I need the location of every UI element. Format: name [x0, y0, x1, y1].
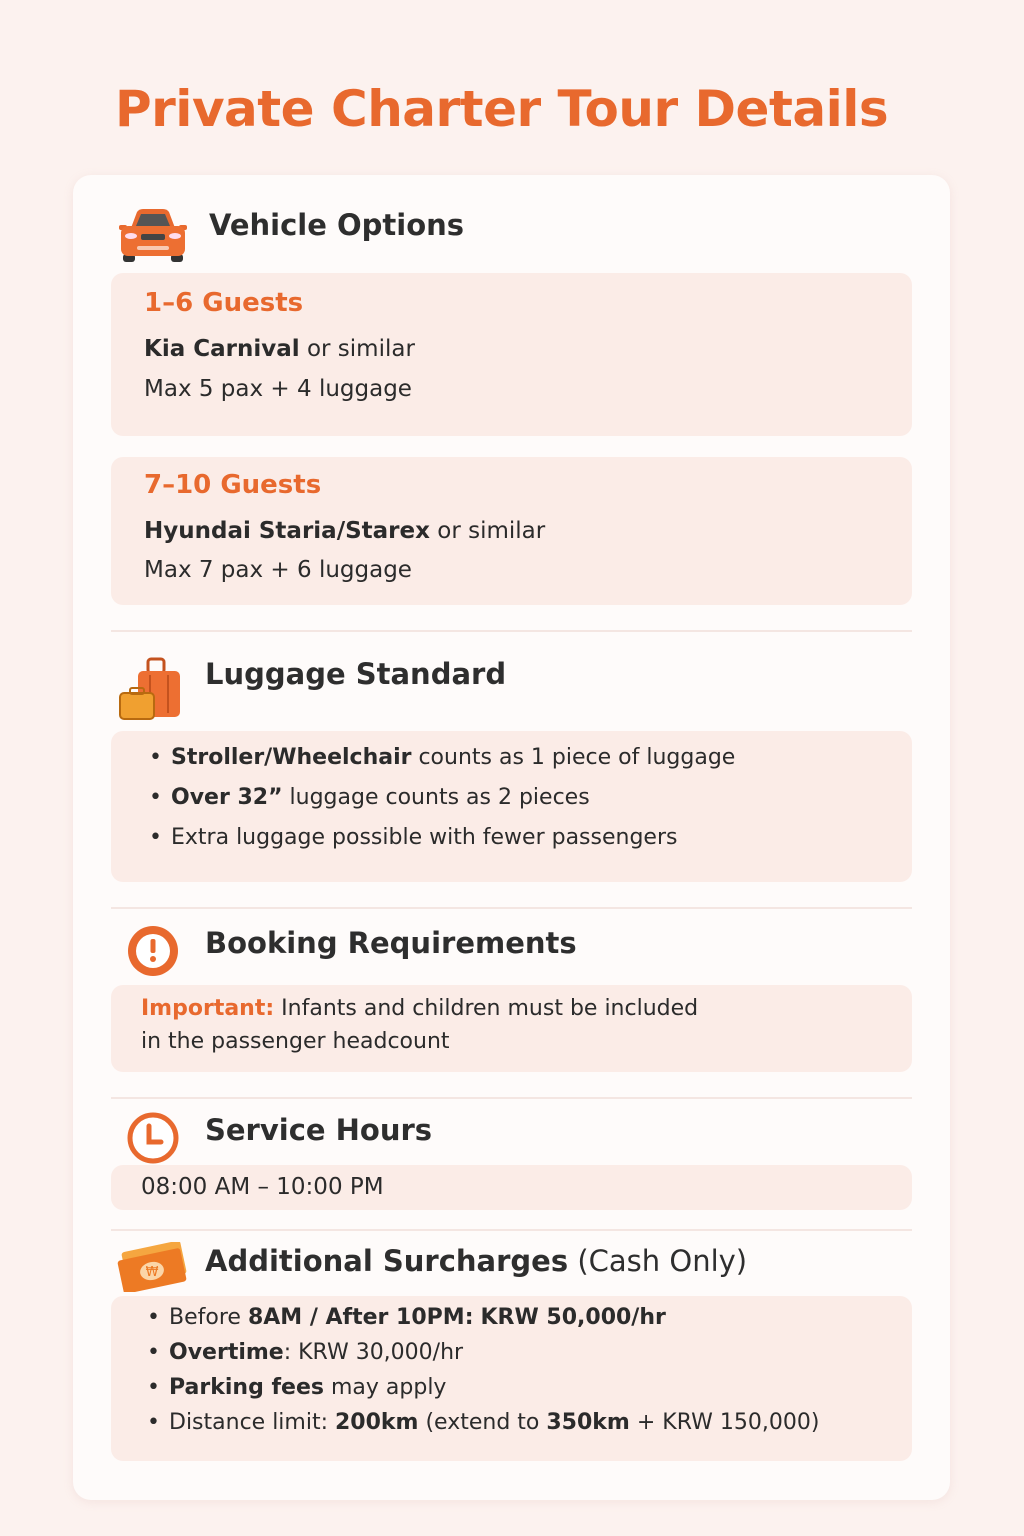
list-item: • Stroller/Wheelchair counts as 1 piece of luggage [149, 745, 735, 770]
service-hours: 08:00 AM – 10:00 PM [141, 1174, 384, 1200]
page-title: Private Charter Tour Details [115, 80, 889, 138]
divider [111, 630, 912, 632]
vehicle-capacity: Max 7 pax + 6 luggage [144, 557, 412, 583]
important-label: Important: [141, 996, 275, 1021]
vehicle-model: Kia Carnival or similar [144, 336, 415, 362]
service-heading: Service Hours [205, 1113, 433, 1147]
vehicle-option-1 [111, 273, 912, 436]
list-item: • Over 32” luggage counts as 2 pieces [149, 785, 735, 810]
warning-icon [125, 924, 181, 978]
luggage-rules [111, 731, 912, 882]
booking-note-line1: Important: Infants and children must be included [141, 996, 699, 1021]
luggage-list [149, 745, 735, 850]
surcharges-heading: Additional Surcharges (Cash Only) [205, 1244, 748, 1278]
vehicle-option-2 [111, 457, 912, 605]
luggage-icon [118, 657, 184, 721]
list-item: • Distance limit: 200km (extend to 350km + KRW 150,000) [147, 1410, 819, 1435]
vehicle-model: Hyundai Staria/Starex or similar [144, 518, 546, 544]
list-item: • Parking fees may apply [147, 1375, 819, 1400]
cash-icon [116, 1242, 190, 1292]
surcharges-list [147, 1305, 819, 1435]
list-item: • Extra luggage possible with fewer passengers [149, 825, 735, 850]
booking-heading: Booking Requirements [205, 926, 577, 960]
svg-text:₩: ₩ [145, 1265, 159, 1280]
car-icon [117, 208, 189, 262]
divider [111, 1097, 912, 1099]
vehicle-capacity: Max 5 pax + 4 luggage [144, 376, 412, 402]
guests-label: 7–10 Guests [144, 470, 322, 500]
service-hours-box [111, 1165, 912, 1210]
booking-note-line2: in the passenger headcount [141, 1029, 450, 1054]
booking-notice [111, 985, 912, 1072]
luggage-heading: Luggage Standard [205, 657, 507, 691]
divider [111, 1229, 912, 1231]
vehicle-heading: Vehicle Options [209, 208, 465, 242]
guests-label: 1–6 Guests [144, 288, 304, 318]
divider [111, 907, 912, 909]
list-item: • Overtime: KRW 30,000/hr [147, 1340, 819, 1365]
surcharges-box [111, 1296, 912, 1461]
clock-icon [125, 1111, 181, 1165]
list-item: • Before 8AM / After 10PM: KRW 50,000/hr [147, 1305, 819, 1330]
